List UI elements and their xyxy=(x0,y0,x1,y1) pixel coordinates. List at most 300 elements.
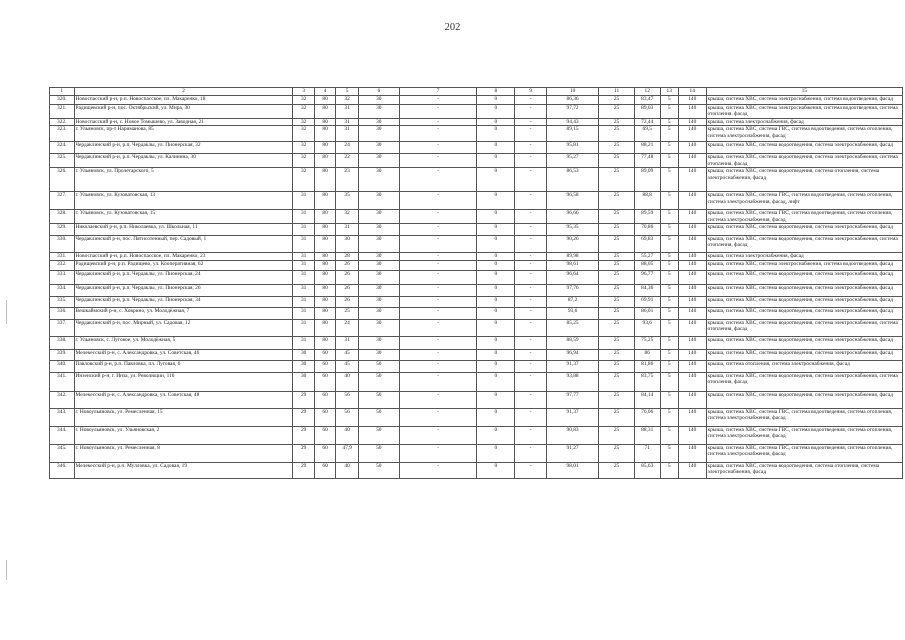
value-cell: 0 xyxy=(477,271,515,285)
value-cell: - xyxy=(515,253,547,261)
table-row xyxy=(50,373,903,392)
address-cell: г. Ульяновск, пр-т Нариманова, 85 xyxy=(74,126,293,142)
value-cell: 31 xyxy=(336,126,359,142)
value-cell: 45 xyxy=(336,350,359,361)
column-header: 1 xyxy=(50,88,75,96)
row-number-cell: 330. xyxy=(50,236,75,253)
value-cell: 86,01 xyxy=(634,308,660,320)
column-header: 15 xyxy=(706,88,902,96)
value-cell: 5 xyxy=(660,154,678,168)
value-cell: 5 xyxy=(660,373,678,392)
value-cell: 29 xyxy=(293,409,314,427)
works-cell: крыша, система ХВС, система водоотведения, система электроснабжения, система отопления, фасад xyxy=(706,373,902,392)
value-cell: 5 xyxy=(660,308,678,320)
column-header: 14 xyxy=(678,88,706,96)
left-edge-mark xyxy=(6,300,7,324)
row-number-cell: 334. xyxy=(50,285,75,297)
works-cell: крыша, система ХВС, система ГВС, система водоотведения, система отопления, система электроснабжения, фасад xyxy=(706,427,902,445)
value-cell: 28 xyxy=(336,253,359,261)
value-cell: 30 xyxy=(358,224,399,236)
value-cell: 25 xyxy=(599,236,635,253)
value-cell: 80 xyxy=(314,285,335,297)
value-cell: 80 xyxy=(314,154,335,168)
value-cell: - xyxy=(399,361,477,373)
value-cell: 5 xyxy=(660,427,678,445)
value-cell: 5 xyxy=(660,337,678,350)
row-number-cell: 327. xyxy=(50,192,75,210)
works-cell: крыша, система ХВС, система водоотведения, система электроснабжения, фасад xyxy=(706,392,902,409)
table-row xyxy=(50,126,903,142)
value-cell: - xyxy=(399,154,477,168)
value-cell: 98,01 xyxy=(547,463,599,479)
value-cell: 140 xyxy=(678,224,706,236)
works-cell: крыша, система ХВС, система водоотведения, система электроснабжения, фасад xyxy=(706,271,902,285)
value-cell: 86,36 xyxy=(547,96,599,105)
value-cell: 140 xyxy=(678,337,706,350)
value-cell: 30 xyxy=(336,236,359,253)
address-cell: Чердаклинский р-н, пос. Мирный, ул. Садовая, 12 xyxy=(74,320,293,337)
address-cell: Павловский р-н, р.п. Павловка, пл. Луговая, 6 xyxy=(74,361,293,373)
value-cell: 0 xyxy=(477,210,515,224)
value-cell: 80 xyxy=(314,253,335,261)
value-cell: 69,83 xyxy=(634,236,660,253)
value-cell: - xyxy=(515,192,547,210)
value-cell: 25 xyxy=(599,427,635,445)
value-cell: 40 xyxy=(336,427,359,445)
value-cell: 25 xyxy=(599,285,635,297)
value-cell: 140 xyxy=(678,105,706,119)
value-cell: 0 xyxy=(477,192,515,210)
value-cell: 30 xyxy=(293,361,314,373)
row-number-cell: 335. xyxy=(50,297,75,308)
column-header: 13 xyxy=(660,88,678,96)
row-number-cell: 324. xyxy=(50,142,75,154)
value-cell: 25 xyxy=(599,271,635,285)
address-cell: Николаевский р-н, р.п. Николаевка, ул. Школьная, 11 xyxy=(74,224,293,236)
table-row xyxy=(50,236,903,253)
value-cell: 140 xyxy=(678,373,706,392)
value-cell: 140 xyxy=(678,445,706,463)
value-cell: 25 xyxy=(599,308,635,320)
value-cell: 47,9 xyxy=(336,445,359,463)
value-cell: 5 xyxy=(660,126,678,142)
works-cell: крыша, система ХВС, система электроснабжения, система водоотведения, фасад xyxy=(706,96,902,105)
value-cell: 91,37 xyxy=(547,361,599,373)
table-row xyxy=(50,261,903,271)
value-cell: 5 xyxy=(660,105,678,119)
value-cell: 81,86 xyxy=(634,361,660,373)
value-cell: 60 xyxy=(314,373,335,392)
value-cell: - xyxy=(515,308,547,320)
value-cell: 50 xyxy=(358,445,399,463)
value-cell: 85,63 xyxy=(634,463,660,479)
address-cell: г. Ульяновск, ул. Пролетарского, 5 xyxy=(74,168,293,192)
address-cell: Чердаклинский р-н, пос. Пятисотенный, пер. Садовый, 1 xyxy=(74,236,293,253)
value-cell: 26 xyxy=(336,297,359,308)
row-number-cell: 338. xyxy=(50,337,75,350)
table-row xyxy=(50,118,903,125)
value-cell: 25 xyxy=(336,308,359,320)
value-cell: - xyxy=(399,308,477,320)
value-cell: 91,37 xyxy=(547,409,599,427)
value-cell: - xyxy=(399,210,477,224)
address-cell: Радищевский р-н, пос. Октябрьский, ул. Мира, 30 xyxy=(74,105,293,119)
value-cell: 0 xyxy=(477,118,515,125)
value-cell: 50 xyxy=(358,427,399,445)
value-cell: 140 xyxy=(678,154,706,168)
value-cell: 89,09 xyxy=(634,168,660,192)
value-cell: 140 xyxy=(678,361,706,373)
table-body xyxy=(50,96,903,479)
value-cell: 98,61 xyxy=(547,261,599,271)
value-cell: 26 xyxy=(336,261,359,271)
value-cell: 31 xyxy=(336,118,359,125)
value-cell: - xyxy=(515,445,547,463)
value-cell: - xyxy=(399,320,477,337)
value-cell: 0 xyxy=(477,337,515,350)
value-cell: 85,25 xyxy=(547,320,599,337)
row-number-cell: 336. xyxy=(50,308,75,320)
value-cell: 31 xyxy=(293,261,314,271)
table-row xyxy=(50,271,903,285)
value-cell: - xyxy=(399,337,477,350)
value-cell: 30 xyxy=(358,308,399,320)
value-cell: - xyxy=(399,261,477,271)
value-cell: 50 xyxy=(358,409,399,427)
table-row xyxy=(50,297,903,308)
table-row xyxy=(50,308,903,320)
row-number-cell: 323. xyxy=(50,126,75,142)
works-cell: крыша, система электроснабжения, фасад xyxy=(706,253,902,261)
table-row xyxy=(50,168,903,192)
value-cell: 5 xyxy=(660,192,678,210)
value-cell: 140 xyxy=(678,192,706,210)
value-cell: 5 xyxy=(660,261,678,271)
value-cell: 0 xyxy=(477,285,515,297)
value-cell: - xyxy=(515,236,547,253)
value-cell: 0 xyxy=(477,154,515,168)
value-cell: 35 xyxy=(336,192,359,210)
value-cell: 91,27 xyxy=(547,445,599,463)
value-cell: 80 xyxy=(314,261,335,271)
row-number-cell: 326. xyxy=(50,168,75,192)
table-row xyxy=(50,192,903,210)
row-number-cell: 342. xyxy=(50,392,75,409)
address-cell: г. Новоульяновск, ул. Ульяновская, 2 xyxy=(74,427,293,445)
value-cell: 60 xyxy=(314,392,335,409)
works-cell: крыша, система ХВС, система водоотведения, система электроснабжения, фасад xyxy=(706,308,902,320)
column-header: 4 xyxy=(314,88,335,96)
value-cell: 89,98 xyxy=(547,253,599,261)
value-cell: 84,14 xyxy=(634,392,660,409)
value-cell: 30 xyxy=(358,261,399,271)
value-cell: 140 xyxy=(678,463,706,479)
value-cell: 0 xyxy=(477,224,515,236)
row-number-cell: 329. xyxy=(50,224,75,236)
value-cell: 88,21 xyxy=(634,142,660,154)
value-cell: 75,25 xyxy=(634,337,660,350)
value-cell: - xyxy=(399,142,477,154)
value-cell: 31 xyxy=(293,337,314,350)
value-cell: 31 xyxy=(293,297,314,308)
value-cell: 25 xyxy=(599,392,635,409)
works-cell: крыша, система ХВС, система электроснабжения, система водоотведения, система отопления, фасад xyxy=(706,105,902,119)
value-cell: - xyxy=(515,361,547,373)
value-cell: 140 xyxy=(678,409,706,427)
value-cell: 30 xyxy=(358,118,399,125)
row-number-cell: 345. xyxy=(50,445,75,463)
value-cell: 26 xyxy=(336,285,359,297)
value-cell: 140 xyxy=(678,392,706,409)
table-row xyxy=(50,285,903,297)
works-cell: крыша, система ХВС, система водоотведения, система электроснабжения, фасад xyxy=(706,224,902,236)
row-number-cell: 331. xyxy=(50,253,75,261)
value-cell: 84,36 xyxy=(634,285,660,297)
value-cell: 30 xyxy=(358,253,399,261)
value-cell: - xyxy=(515,105,547,119)
value-cell: 140 xyxy=(678,126,706,142)
works-cell: крыша, система ХВС, система ГВС, система водоотведения, система отопления, система электроснабжения, фасад xyxy=(706,126,902,142)
table-row xyxy=(50,409,903,427)
value-cell: 50 xyxy=(358,373,399,392)
value-cell: 5 xyxy=(660,392,678,409)
value-cell: 0 xyxy=(477,96,515,105)
value-cell: - xyxy=(515,350,547,361)
value-cell: 5 xyxy=(660,168,678,192)
address-cell: Мелекесский р-н, с. Александровка, ул. Советская, 46 xyxy=(74,350,293,361)
value-cell: - xyxy=(515,168,547,192)
table-row xyxy=(50,445,903,463)
row-number-cell: 325. xyxy=(50,154,75,168)
value-cell: 24 xyxy=(336,142,359,154)
value-cell: 140 xyxy=(678,350,706,361)
value-cell: 80 xyxy=(314,210,335,224)
value-cell: - xyxy=(515,320,547,337)
value-cell: 30 xyxy=(293,373,314,392)
table-header-row xyxy=(50,88,903,96)
value-cell: 50 xyxy=(358,361,399,373)
value-cell: 31 xyxy=(336,337,359,350)
table-row xyxy=(50,105,903,119)
works-cell: крыша, система отопления, система электроснабжения, фасад xyxy=(706,361,902,373)
value-cell: - xyxy=(515,373,547,392)
value-cell: - xyxy=(515,297,547,308)
works-cell: крыша, система ХВС, система водоотведения, система отопления, система электроснабжения, фасад xyxy=(706,463,902,479)
value-cell: 32 xyxy=(293,154,314,168)
value-cell: 96,94 xyxy=(547,350,599,361)
value-cell: - xyxy=(515,224,547,236)
value-cell: 80 xyxy=(314,118,335,125)
value-cell: 0 xyxy=(477,142,515,154)
value-cell: 140 xyxy=(678,96,706,105)
value-cell: 88,8 xyxy=(634,192,660,210)
value-cell: 5 xyxy=(660,224,678,236)
value-cell: 32 xyxy=(293,96,314,105)
value-cell: 25 xyxy=(599,142,635,154)
works-cell: крыша, система электроснабжения, фасад xyxy=(706,118,902,125)
value-cell: - xyxy=(399,168,477,192)
value-cell: - xyxy=(515,392,547,409)
column-header: 7 xyxy=(399,88,477,96)
value-cell: 31 xyxy=(293,192,314,210)
value-cell: 140 xyxy=(678,297,706,308)
value-cell: 0 xyxy=(477,236,515,253)
row-number-cell: 322. xyxy=(50,118,75,125)
registry-table xyxy=(49,87,903,479)
value-cell: 30 xyxy=(358,105,399,119)
value-cell: 32 xyxy=(293,142,314,154)
value-cell: 30 xyxy=(358,192,399,210)
value-cell: - xyxy=(399,271,477,285)
address-cell: г. Ульяновск, ул. Кузоватовская, 15 xyxy=(74,210,293,224)
value-cell: - xyxy=(515,337,547,350)
value-cell: - xyxy=(515,126,547,142)
table-row xyxy=(50,350,903,361)
value-cell: 24 xyxy=(336,320,359,337)
address-cell: г. Ульяновск, ул. Кузоватовская, 13 xyxy=(74,192,293,210)
value-cell: 140 xyxy=(678,427,706,445)
value-cell: 80 xyxy=(314,192,335,210)
value-cell: 30 xyxy=(358,285,399,297)
value-cell: 96,77 xyxy=(634,271,660,285)
value-cell: 25 xyxy=(599,463,635,479)
value-cell: 140 xyxy=(678,118,706,125)
value-cell: - xyxy=(515,154,547,168)
value-cell: 5 xyxy=(660,142,678,154)
address-cell: г. Новоульяновск, ул. Ремесленная, 15 xyxy=(74,409,293,427)
row-number-cell: 333. xyxy=(50,271,75,285)
works-cell: крыша, система ХВС, система электроснабжения, система водоотведения, фасад xyxy=(706,261,902,271)
value-cell: 5 xyxy=(660,445,678,463)
value-cell: 31 xyxy=(293,285,314,297)
value-cell: 60 xyxy=(314,463,335,479)
value-cell: - xyxy=(399,350,477,361)
value-cell: - xyxy=(515,271,547,285)
value-cell: 29 xyxy=(293,392,314,409)
value-cell: 93,6 xyxy=(547,308,599,320)
value-cell: 50 xyxy=(358,392,399,409)
table-row xyxy=(50,463,903,479)
works-cell: крыша, система ХВС, система водоотведения, система электроснабжения, фасад xyxy=(706,285,902,297)
value-cell: 70,86 xyxy=(634,224,660,236)
value-cell: 30 xyxy=(358,236,399,253)
value-cell: 50 xyxy=(358,463,399,479)
value-cell: 0 xyxy=(477,350,515,361)
value-cell: 31 xyxy=(293,271,314,285)
address-cell: Новоспасский р-н, с. Новое Томышево, ул. Заводная, 21 xyxy=(74,118,293,125)
value-cell: - xyxy=(399,463,477,479)
value-cell: 87,2 xyxy=(547,297,599,308)
value-cell: 140 xyxy=(678,261,706,271)
value-cell: - xyxy=(399,445,477,463)
value-cell: 32 xyxy=(293,168,314,192)
value-cell: 0 xyxy=(477,261,515,271)
table-row xyxy=(50,210,903,224)
value-cell: 30 xyxy=(293,350,314,361)
column-header: 11 xyxy=(599,88,635,96)
value-cell: 29 xyxy=(293,463,314,479)
value-cell: 30 xyxy=(358,320,399,337)
address-cell: Мелекесский р-н, р.п. Мулловка, ул. Садовая, 19 xyxy=(74,463,293,479)
table-row xyxy=(50,337,903,350)
value-cell: 25 xyxy=(599,253,635,261)
value-cell: 96,58 xyxy=(547,192,599,210)
value-cell: 25 xyxy=(599,297,635,308)
value-cell: 60 xyxy=(314,409,335,427)
works-cell: крыша, система ХВС, система водоотведения, система электроснабжения, фасад xyxy=(706,350,902,361)
value-cell: 30 xyxy=(358,297,399,308)
value-cell: 89,59 xyxy=(634,210,660,224)
value-cell: 93,6 xyxy=(634,320,660,337)
value-cell: - xyxy=(399,126,477,142)
value-cell: 88,31 xyxy=(634,427,660,445)
value-cell: 97,76 xyxy=(547,285,599,297)
value-cell: 25 xyxy=(599,168,635,192)
value-cell: 31 xyxy=(293,253,314,261)
works-cell: крыша, система ХВС, система ГВС, система водоотведения, система отопления, система электроснабжения, фасад xyxy=(706,445,902,463)
address-cell: г. Новоульяновск, ул. Ремесленная, 8 xyxy=(74,445,293,463)
value-cell: 60 xyxy=(314,361,335,373)
works-cell: крыша, система ХВС, система водоотведения, система электроснабжения, система отопления, фасад xyxy=(706,320,902,337)
value-cell: 5 xyxy=(660,297,678,308)
row-number-cell: 321. xyxy=(50,105,75,119)
value-cell: 80 xyxy=(314,236,335,253)
value-cell: 80 xyxy=(314,142,335,154)
value-cell: 90,26 xyxy=(547,236,599,253)
value-cell: 25 xyxy=(599,96,635,105)
left-edge-mark xyxy=(6,560,7,580)
value-cell: - xyxy=(515,142,547,154)
address-cell: Вешкаймский р-н, с. Ховрино, ул. Молодёжная, 7 xyxy=(74,308,293,320)
row-number-cell: 328. xyxy=(50,210,75,224)
value-cell: 31 xyxy=(293,308,314,320)
value-cell: - xyxy=(515,118,547,125)
value-cell: 31 xyxy=(293,224,314,236)
value-cell: 80 xyxy=(314,224,335,236)
value-cell: 31 xyxy=(293,320,314,337)
value-cell: 96,64 xyxy=(547,271,599,285)
table-row xyxy=(50,361,903,373)
works-cell: крыша, система ХВС, система водоотведения, система электроснабжения, фасад xyxy=(706,297,902,308)
value-cell: - xyxy=(515,96,547,105)
value-cell: - xyxy=(515,463,547,479)
value-cell: 80 xyxy=(314,168,335,192)
row-number-cell: 340. xyxy=(50,361,75,373)
value-cell: 5 xyxy=(660,320,678,337)
address-cell: Чердаклинский р-н, р.п. Чердаклы, ул. Пионерская, 24 xyxy=(74,271,293,285)
value-cell: 25 xyxy=(599,154,635,168)
value-cell: 0 xyxy=(477,445,515,463)
value-cell: 60 xyxy=(314,445,335,463)
value-cell: 140 xyxy=(678,142,706,154)
value-cell: 29 xyxy=(293,445,314,463)
value-cell: 0 xyxy=(477,373,515,392)
value-cell: 30 xyxy=(358,350,399,361)
value-cell: 0 xyxy=(477,463,515,479)
value-cell: 0 xyxy=(477,427,515,445)
value-cell: 60 xyxy=(314,427,335,445)
value-cell: 97,72 xyxy=(547,105,599,119)
value-cell: 0 xyxy=(477,168,515,192)
value-cell: 26 xyxy=(336,271,359,285)
works-cell: крыша, система ХВС, система водоотведения, система электроснабжения, фасад xyxy=(706,337,902,350)
address-cell: г. Ульяновск, с. Луговое, ул. Молодёжная, 5 xyxy=(74,337,293,350)
value-cell: - xyxy=(515,261,547,271)
address-cell: Новоспасский р-н, р.п. Новоспасское, пл. Макаренко, 23 xyxy=(74,253,293,261)
value-cell: 55,27 xyxy=(634,253,660,261)
value-cell: 95,35 xyxy=(547,224,599,236)
address-cell: Инзенский р-н, г. Инза, ул. Революции, 116 xyxy=(74,373,293,392)
